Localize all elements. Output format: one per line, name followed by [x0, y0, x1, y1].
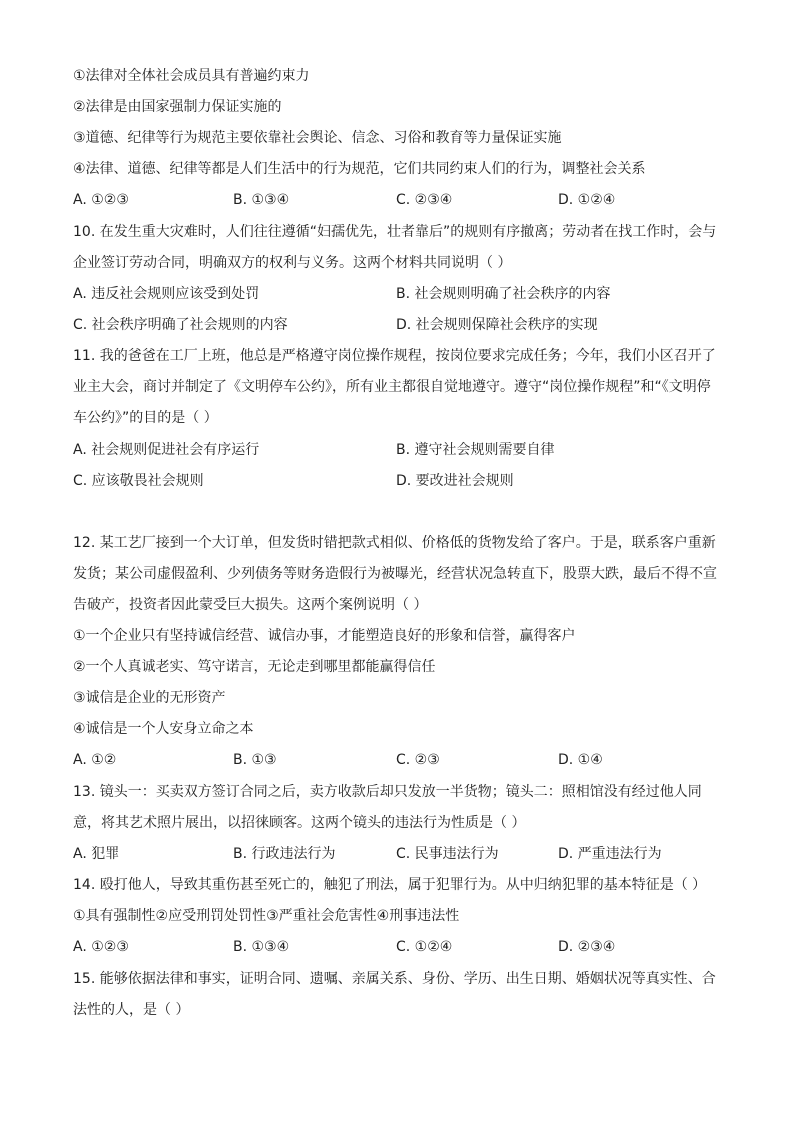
q10-option-c[interactable]: C. 社会秩序明确了社会规则的内容 [73, 317, 288, 333]
q9-option-d[interactable]: D. ①②④ [558, 192, 616, 208]
q15-stem-line-1: 15. 能够依据法律和事实，证明合同、遗嘱、亲属关系、身份、学历、出生日期、婚姻状况等真实性、合 [73, 971, 716, 987]
q15-stem-line-2: 法性的人，是（ ） [73, 1002, 190, 1018]
q14-option-d[interactable]: D. ②③④ [558, 939, 616, 955]
q12-statement-3: ③诚信是企业的无形资产 [73, 690, 226, 706]
q13-option-d[interactable]: D. 严重违法行为 [558, 846, 662, 862]
q10-options-row-2 [73, 315, 733, 335]
q11-option-c[interactable]: C. 应该敬畏社会规则 [73, 473, 204, 489]
q12-options [73, 750, 733, 770]
q10-option-d[interactable]: D. 社会规则保障社会秩序的实现 [396, 317, 598, 333]
q13-options [73, 844, 733, 864]
q11-stem-line-2: 业主大会，商讨并制定了《文明停车公约》，所有业主都很自觉地遵守。遵守“岗位操作规程”和“《文明停 [73, 379, 711, 395]
q14-options [73, 937, 733, 957]
q11-options-row-1 [73, 440, 733, 460]
q11-option-d[interactable]: D. 要改进社会规则 [396, 473, 514, 489]
q12-stem-line-2: 发货；某公司虚假盈利、少列债务等财务造假行为被曝光，经营状况急转直下，股票大跌，最后不得不宣 [73, 566, 717, 582]
q11-options-row-2 [73, 471, 733, 491]
statement-2: ②法律是由国家强制力保证实施的 [73, 99, 282, 115]
statement-4: ④法律、道德、纪律等都是人们生活中的行为规范，它们共同约束人们的行为，调整社会关系 [73, 161, 646, 177]
q13-stem-line-2: 意，将其艺术照片展出，以招徕顾客。这两个镜头的违法行为性质是（ ） [73, 815, 526, 831]
q9-option-b[interactable]: B. ①③④ [233, 192, 290, 208]
q10-stem-line-2: 企业签订劳动合同，明确双方的权利与义务。这两个材料共同说明（ ） [73, 255, 512, 271]
statement-1: ①法律对全体社会成员具有普遍约束力 [73, 68, 310, 84]
q9-option-c[interactable]: C. ②③④ [396, 192, 453, 208]
q12-statement-2: ②一个人真诚老实、笃守诺言，无论走到哪里都能赢得信任 [73, 659, 436, 675]
q12-option-c[interactable]: C. ②③ [396, 752, 440, 768]
q14-option-a[interactable]: A. ①②③ [73, 939, 129, 955]
q12-stem-line-1: 12. 某工艺厂接到一个大订单，但发货时错把款式相似、价格低的货物发给了客户。于是，联系客户重新 [73, 535, 716, 551]
q10-option-a[interactable]: A. 违反社会规则应该受到处罚 [73, 286, 260, 302]
q11-option-b[interactable]: B. 遵守社会规则需要自律 [396, 442, 555, 458]
q14-option-b[interactable]: B. ①③④ [233, 939, 290, 955]
q10-stem-line-1: 10. 在发生重大灾难时，人们往往遵循“妇孺优先，壮者靠后”的规则有序撤离；劳动者在找工作时，会与 [73, 224, 717, 240]
q9-option-a[interactable]: A. ①②③ [73, 192, 129, 208]
q11-stem-line-3: 车公约》”的目的是（ ） [73, 410, 218, 426]
q12-stem-line-3: 告破产，投资者因此蒙受巨大损失。这两个案例说明（ ） [73, 597, 428, 613]
q13-option-b[interactable]: B. 行政违法行为 [233, 846, 336, 862]
q9-options [73, 190, 733, 210]
q12-option-b[interactable]: B. ①③ [233, 752, 277, 768]
q13-stem-line-1: 13. 镜头一：买卖双方签订合同之后，卖方收款后却只发放一半货物；镜头二：照相馆没有经过他人同 [73, 784, 702, 800]
q10-options-row-1 [73, 284, 733, 304]
q12-option-a[interactable]: A. ①② [73, 752, 117, 768]
q12-statement-1: ①一个企业只有坚持诚信经营、诚信办事，才能塑造良好的形象和信誉，赢得客户 [73, 628, 576, 644]
q13-option-a[interactable]: A. 犯罪 [73, 846, 120, 862]
statement-3: ③道德、纪律等行为规范主要依靠社会舆论、信念、习俗和教育等力量保证实施 [73, 130, 562, 146]
q10-option-b[interactable]: B. 社会规则明确了社会秩序的内容 [396, 286, 611, 302]
q13-option-c[interactable]: C. 民事违法行为 [396, 846, 499, 862]
q11-option-a[interactable]: A. 社会规则促进社会有序运行 [73, 442, 260, 458]
q12-option-d[interactable]: D. ①④ [558, 752, 603, 768]
q12-statement-4: ④诚信是一个人安身立命之本 [73, 721, 254, 737]
q11-stem-line-1: 11. 我的爸爸在工厂上班，他总是严格遵守岗位操作规程，按岗位要求完成任务；今年，我们小区召开了 [73, 348, 716, 364]
q14-statements: ①具有强制性②应受刑罚处罚性③严重社会危害性④刑事违法性 [73, 908, 460, 924]
q14-stem-line-1: 14. 殴打他人，导致其重伤甚至死亡的，触犯了刑法，属于犯罪行为。从中归纳犯罪的基本特征是（ ） [73, 877, 707, 893]
q14-option-c[interactable]: C. ①②④ [396, 939, 453, 955]
